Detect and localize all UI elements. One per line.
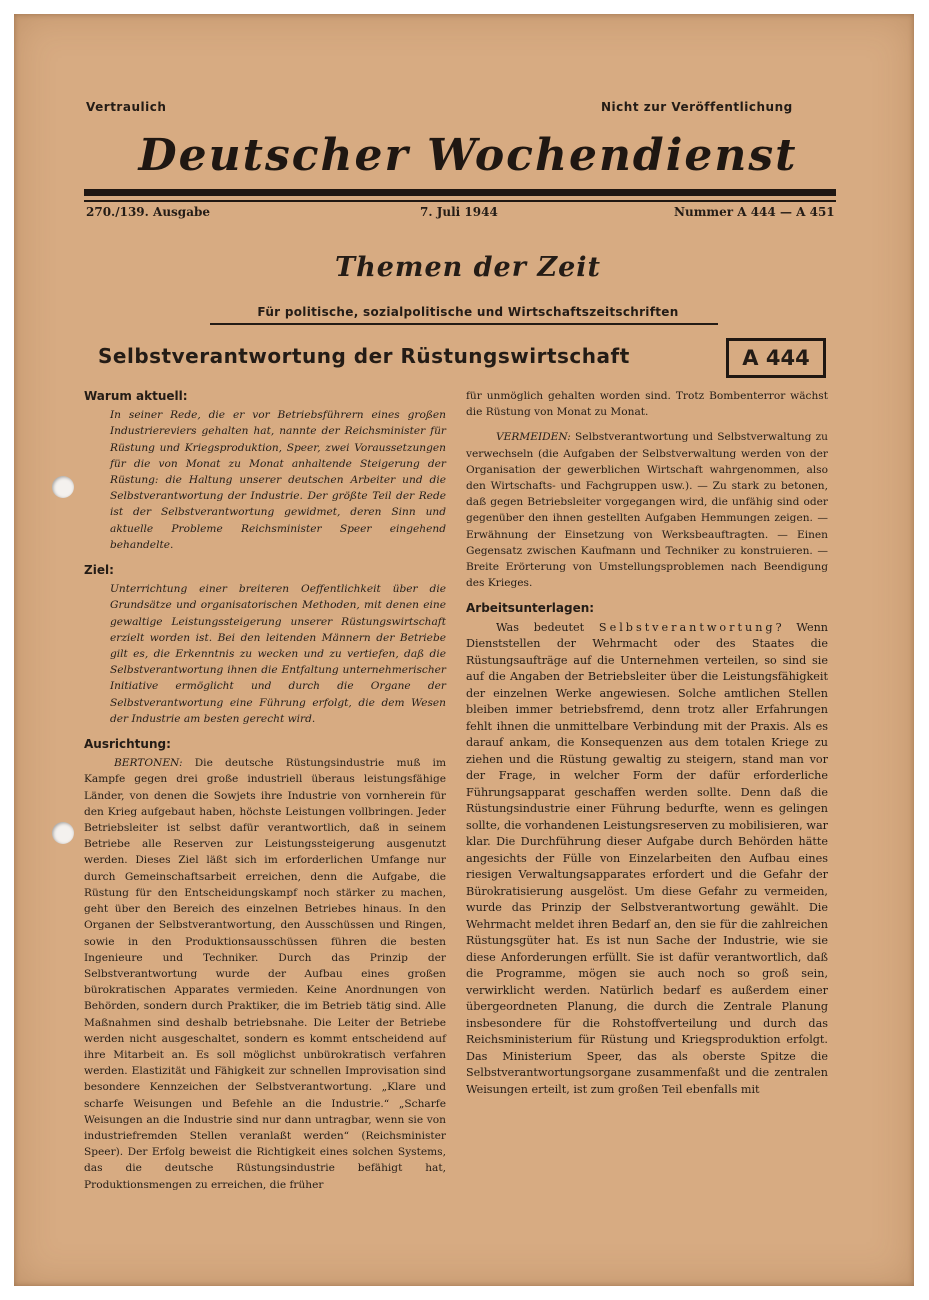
left-column xyxy=(84,388,446,1202)
section-body-vermeiden xyxy=(466,429,828,591)
section-body-warum: In seiner Rede, die er vor Betriebsführern eines großen Industriereviers gehalten hat, nannte der Reichsminister für Rüstung und Kriegsproduktion, Speer, zwei Voraussetzungen für die von Monat zu Monat anhaltende Steigerung der Rüstung: die Haltung unserer deutschen Arbeiter und die Selbstverantwortung der Industrie. Der größte Teil der Rede ist der Selbstverantwortung gewidmet, deren Sinn und aktuelle Probleme Reichsminister Speer eingehend behandelte. xyxy=(110,409,446,551)
section-head-arbeitsunterlagen: Arbeitsunterlagen: xyxy=(466,601,595,616)
arbeitsunterlagen-text: Wenn Dienststellen der Wehrmacht oder des Staates die Rüstungsaufträge auf die Unternehmen verteilen, so sind sie auf die Angaben der Betriebsleiter über die Leistungsfähigkeit der einzelnen Werke angewiesen. Solche amtlichen Stellen bleiben immer betriebsfremd, denn trotz aller Erfahrungen fehlt ihnen die unmittelbare Verbindung mit der Praxis. Als es darauf ankam, die Konsequenzen aus dem totalen Kriege zu ziehen und die Rüstung gewaltig zu steigern, stand man vor der Frage, in welcher Form der dafür erforderliche Führungsapparat geschaffen werden sollte. Denn daß die Rüstungsindustrie einer Führung bedurfte, wenn es gelingen sollte, die vorhandenen Leistungsreserven zu mobilisieren, war klar. Die Durchführung dieser Aufgabe durch Behörden hätte angesichts der Fülle von Einzelarbeiten den Aufbau eines riesigen Verwaltungsapparates erfordert und die Gefahr der Bürokratisierung ausgelöst. Um diese Gefahr zu vermeiden, wurde das Prinzip der Selbstverantwortung gewählt. Die Wehrmacht meldet ihren Bedarf an, den sie für die zahlreichen Rüstungsgüter hat. Es ist nun Sache der Industrie, wie sie diese Anforderungen erfüllt. Sie ist dafür verantwortlich, daß die Programme, mögen sie auch noch so groß sein, verwirklicht werden. Natürlich bedarf es außerdem einer übergeordneten Planung, die durch die Zentrale Planung insbesondere für die Rohstoffverteilung und durch das Reichsministerium für Rüstung und Kriegsproduktion erfolgt. Das Ministerium Speer, das als oberste Spitze die Selbstverantwortungsorgane zusammenfaßt und die zentralen Weisungen erteilt, ist zum großen Teil ebenfalls mit xyxy=(466,620,828,1096)
masthead-title: Deutscher Wochendienst xyxy=(138,130,798,181)
right-column xyxy=(466,388,828,1107)
vermeiden-text: Selbstverantwortung und Selbstverwaltung zu verwechseln (die Aufgaben der Selbstverwaltung werden von der Organisation der gewerblichen Wirtschaft wahrgenommen, also den Wirtschafts- und Fachgruppen usw.). — Zu stark zu betonen, daß gegen Betriebsleiter vorgegangen wird, die unfähig sind oder gegenüber den ihnen gestellten Aufgaben Hemmungen zeigen. — Erwähnung der Einsetzung von Werksbeauftragten. — Einen Gegensatz zwischen Kaufmann und Techniker zu konstruieren. — Breite Erörterung von Umstellungsproblemen nach Beendigung des Krieges. xyxy=(466,431,828,590)
article-range: Nummer A 444 — A 451 xyxy=(674,205,835,219)
section-head-ziel: Ziel: xyxy=(84,563,114,578)
section-head-ausrichtung: Ausrichtung: xyxy=(84,737,171,752)
vermeiden-lead: VERMEIDEN: xyxy=(496,431,571,444)
subtitle-rule xyxy=(210,323,718,325)
masthead-rule-thick xyxy=(84,189,836,196)
document-page xyxy=(14,14,914,1286)
section-body-arbeitsunterlagen xyxy=(466,620,828,1099)
issue-date: 7. Juli 1944 xyxy=(420,205,498,219)
section-body-ziel: Unterrichtung einer breiteren Oeffentlichkeit über die Grundsätze und organisatorischen Methoden, mit denen eine gewaltige Leistungssteigerung unserer Rüstungswirtschaft erzielt worden ist. Bei den leitenden Männern der Betriebe gilt es, die Erkenntnis zu wecken und zu vertiefen, daß die Selbstverantwortung ihnen die Entfaltung unternehmerischer Initiative ermöglicht und durch die Organe der Selbstverantwortung eine Führung erfolgt, die dem Wesen der Industrie am besten gerecht wird. xyxy=(110,583,446,725)
article-code: A 444 xyxy=(742,346,810,370)
question-keyword: Selbstverantwortung xyxy=(598,620,776,634)
topic-subtitle: Für politische, sozialpolitische und Wirtschaftszeitschriften xyxy=(257,305,679,319)
section-head-warum: Warum aktuell: xyxy=(84,389,188,403)
question-prefix: Was bedeutet xyxy=(496,620,599,634)
masthead-rule-thin xyxy=(84,200,836,202)
topic-title: Themen der Zeit xyxy=(335,252,601,283)
article-code-box xyxy=(726,338,826,378)
not-for-publication-label: Nicht zur Veröffentlichung xyxy=(601,100,793,114)
section-body-ausrichtung xyxy=(84,755,446,1192)
question-mark: ? xyxy=(775,620,782,634)
ausrichtung-text: Die deutsche Rüstungsindustrie muß im Kampfe gegen drei große industriell überaus leistungsfähige Länder, von denen die Sowjets ihre Industrie von vornherein für den Krieg aufgebaut haben, höchste Leistungen vollbringen. Jeder Betriebsleiter ist selbst dafür verantwortlich, daß in seinem Betriebe alle Reserven zur Leistungssteigerung ausgenutzt werden. Dieses Ziel läßt sich im erforderlichen Umfange nur durch Gemeinschaftsarbeit erreichen, denn die Aufgabe, die Rüstung für den Entscheidungskampf noch stärker zu machen, geht über den Bereich des einzelnen Betriebes hinaus. In den Organen der Selbstverantwortung, den Ausschüssen und Ringen, sowie in den Produktionsausschüssen führen die besten Ingenieure und Techniker. Durch das Prinzip der Selbstverantwortung wurde der Aufbau eines großen bürokratischen Apparates vermieden. Keine Anordnungen von Behörden, sondern durch Praktiker, die im Betrieb tätig sind. Alle Maßnahmen sind deshalb betriebsnahe. Die Leiter der Betriebe werden nicht ausgeschaltet, sondern es kommt entscheidend auf ihre Mitarbeit an. Es soll möglichst unbürokratisch verfahren werden. Elastizität und Fähigkeit zur schnellen Improvisation sind besondere Kennzeichen der Selbstverantwortung. „Klare und scharfe Weisungen und Befehle an die Industrie.“ „Scharfe Weisungen an die Industrie sind nur dann untragbar, wenn sie von industriefremden Stellen veranlaßt werden“ (Reichsminister Speer). Der Erfolg beweist die Richtigkeit eines solchen Systems, das die deutsche Rüstungsindustrie befähigt hat, Produktionsmengen zu erreichen, die früher xyxy=(84,757,446,1191)
punch-hole-upper xyxy=(52,476,74,498)
ausrichtung-lead: BERTONEN: xyxy=(114,757,183,770)
article-headline: Selbstverantwortung der Rüstungswirtschaft xyxy=(98,344,630,368)
confidential-label: Vertraulich xyxy=(86,100,167,114)
continued-text: für unmöglich gehalten worden sind. Trotz Bombenterror wächst die Rüstung von Monat zu Monat. xyxy=(466,390,828,419)
punch-hole-lower xyxy=(52,822,74,844)
issue-number: 270./139. Ausgabe xyxy=(86,205,210,219)
